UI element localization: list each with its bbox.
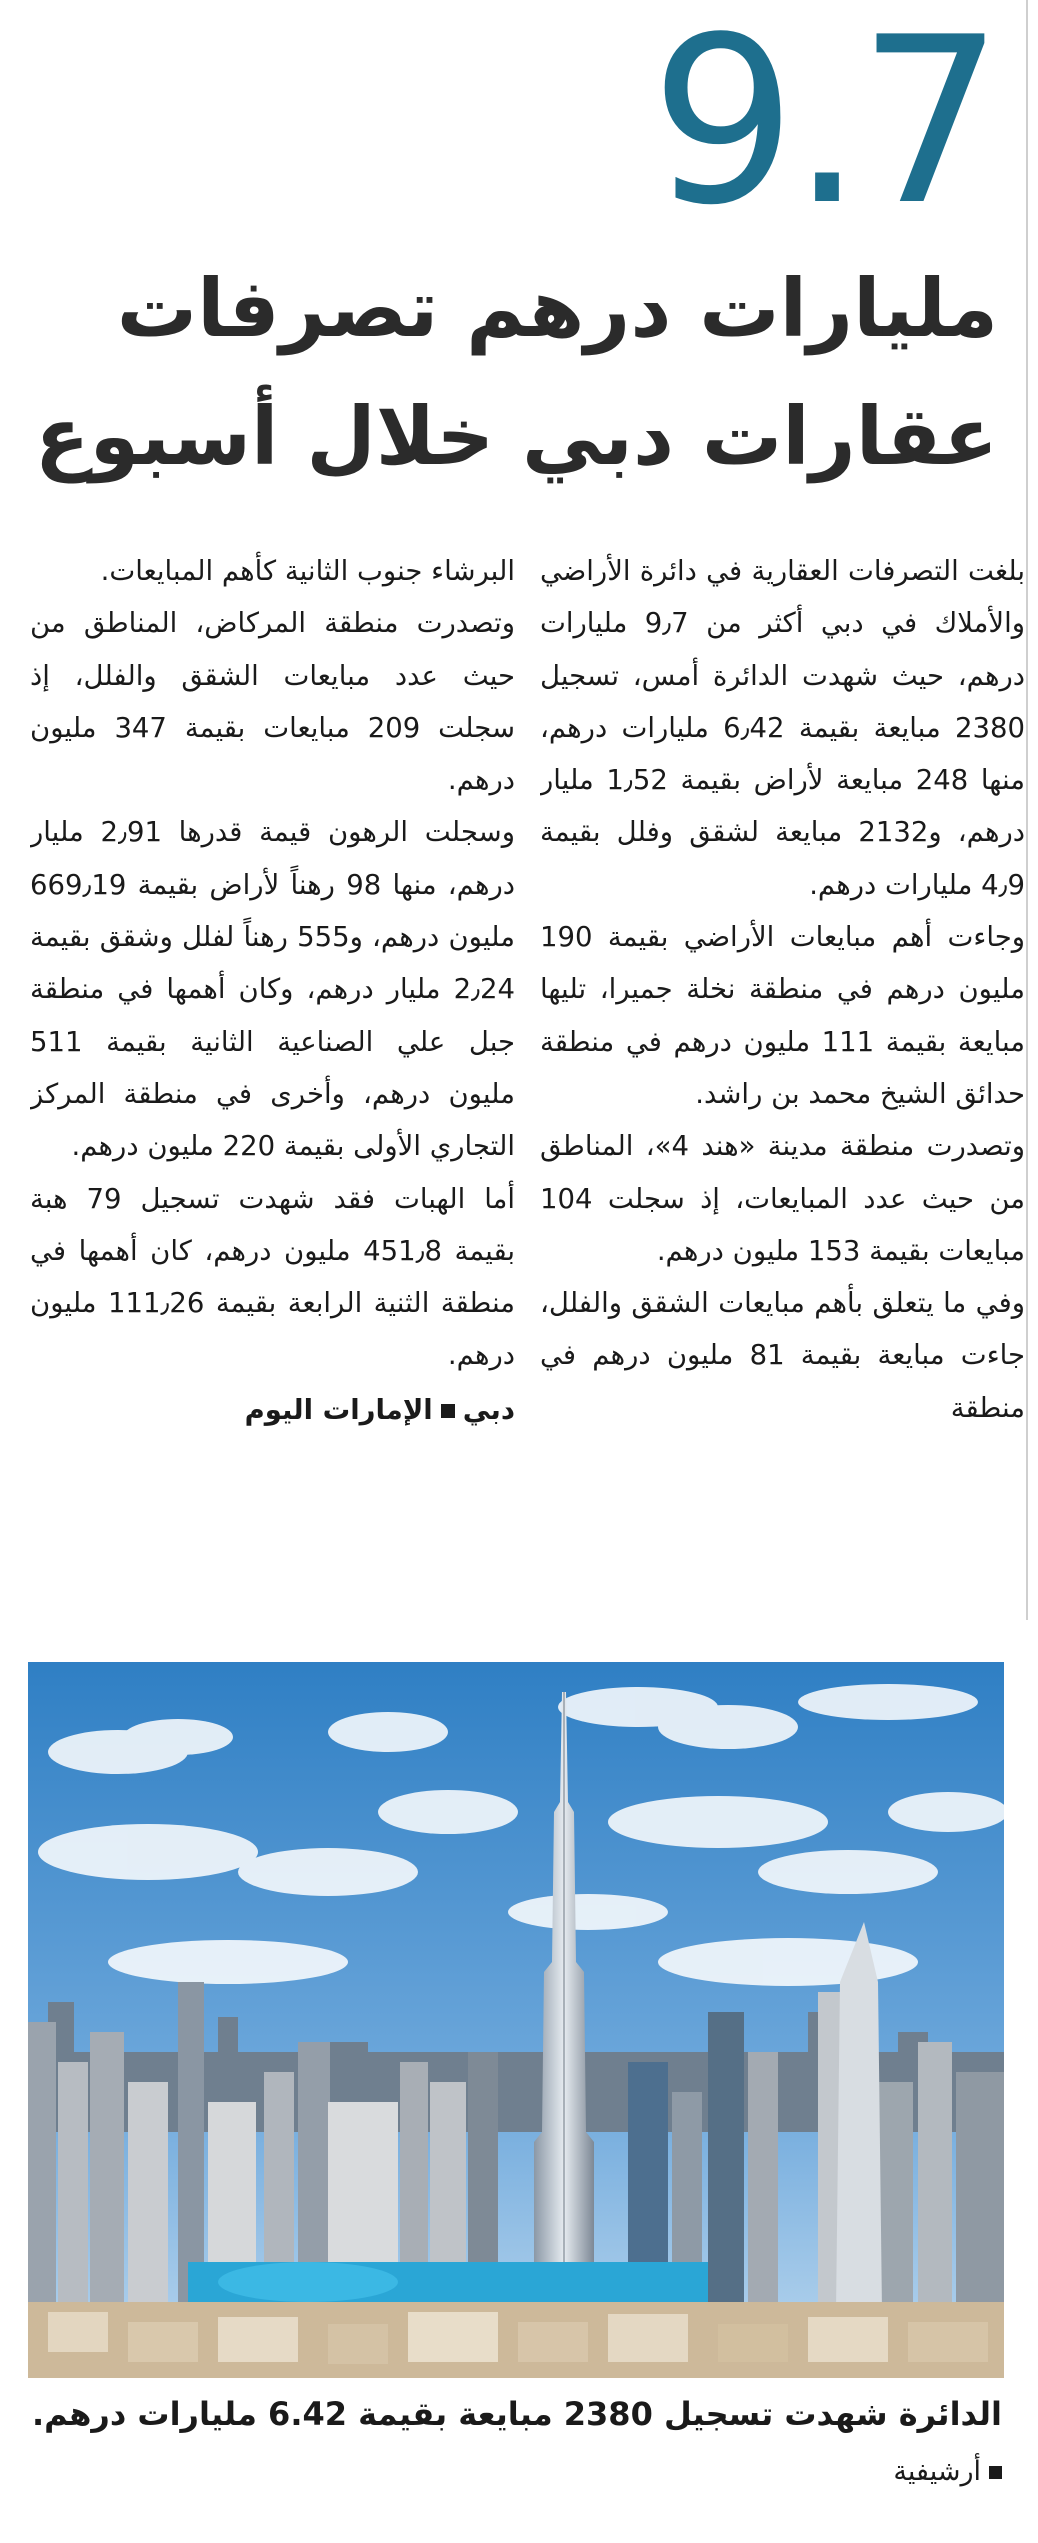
photo-caption: الدائرة شهدت تسجيل 2380 مبايعة بقيمة 6.42 مليارات درهم. bbox=[31, 2395, 1002, 2433]
headline bbox=[34, 245, 998, 501]
photo-credit bbox=[893, 2450, 1002, 2494]
headline-figure: 9.7 bbox=[650, 0, 998, 256]
byline bbox=[30, 1384, 515, 1436]
article-photo bbox=[28, 1662, 1004, 2378]
square-bullet-icon bbox=[989, 2466, 1002, 2479]
paragraph: البرشاء جنوب الثانية كأهم المبايعات. bbox=[100, 555, 515, 587]
photo-credit-text: أرشيفية bbox=[893, 2456, 981, 2487]
square-bullet-icon bbox=[441, 1404, 455, 1418]
column-divider bbox=[1026, 0, 1028, 1620]
paragraph: وتصدرت منطقة المركاض، المناطق من حيث عدد مبايعات الشقق والفلل، إذ سجلت 209 مبايعات بقيمة 347 مليون درهم. bbox=[30, 607, 515, 797]
paragraph: وفي ما يتعلق بأهم مبايعات الشقق والفلل، جاءت مبايعة بقيمة 81 مليون درهم في منطقة bbox=[540, 1287, 1025, 1424]
paragraph: بلغت التصرفات العقارية في دائرة الأراضي والأملاك في دبي أكثر من 9٫7 مليارات درهم، حيث شهدت الدائرة أمس، تسجيل 2380 مبايعة بقيمة 6٫42 مليارات درهم، منها 248 مبايعة لأراض بقيمة 1٫52 مليار درهم، و2132 مبايعة لشقق وفلل بقيمة 4٫9 مليارات درهم. bbox=[540, 555, 1025, 901]
low-rise-buildings bbox=[28, 2302, 1004, 2378]
paragraph: وسجلت الرهون قيمة قدرها 2٫91 مليار درهم، منها 98 رهناً لأراض بقيمة 669٫19 مليون درهم، و555 رهناً لفلل وشقق بقيمة 2٫24 مليار درهم، وكان أهمها في منطقة جبل علي الصناعية الثانية بقيمة 511 مليون درهم، وأخرى في منطقة المركز التجاري الأولى بقيمة 220 مليون درهم. bbox=[30, 816, 515, 1163]
headline-line-1: مليارات درهم تصرفات bbox=[116, 262, 998, 355]
paragraph: أما الهبات فقد شهدت تسجيل 79 هبة بقيمة 451٫8 مليون درهم، كان أهمها في منطقة الثنية الرابعة بقيمة 111٫26 مليون درهم. bbox=[30, 1182, 515, 1372]
headline-line-2: عقارات دبي خلال أسبوع bbox=[34, 390, 998, 483]
byline-city: دبي bbox=[462, 1393, 515, 1426]
address-tower bbox=[836, 1922, 882, 2312]
byline-source: الإمارات اليوم bbox=[244, 1393, 433, 1426]
paragraph: وتصدرت منطقة مدينة «هند 4»، المناطق من حيث عدد المبايعات، إذ سجلت 104 مبايعات بقيمة 153 مليون درهم. bbox=[540, 1130, 1025, 1267]
article-column-left bbox=[30, 545, 515, 1630]
paragraph: وجاءت أهم مبايعات الأراضي بقيمة 190 مليون درهم في منطقة نخلة جميرا، تليها مبايعة بقيمة 111 مليون درهم في منطقة حدائق الشيخ محمد بن راشد. bbox=[540, 921, 1025, 1110]
article-column-right bbox=[540, 545, 1025, 1630]
